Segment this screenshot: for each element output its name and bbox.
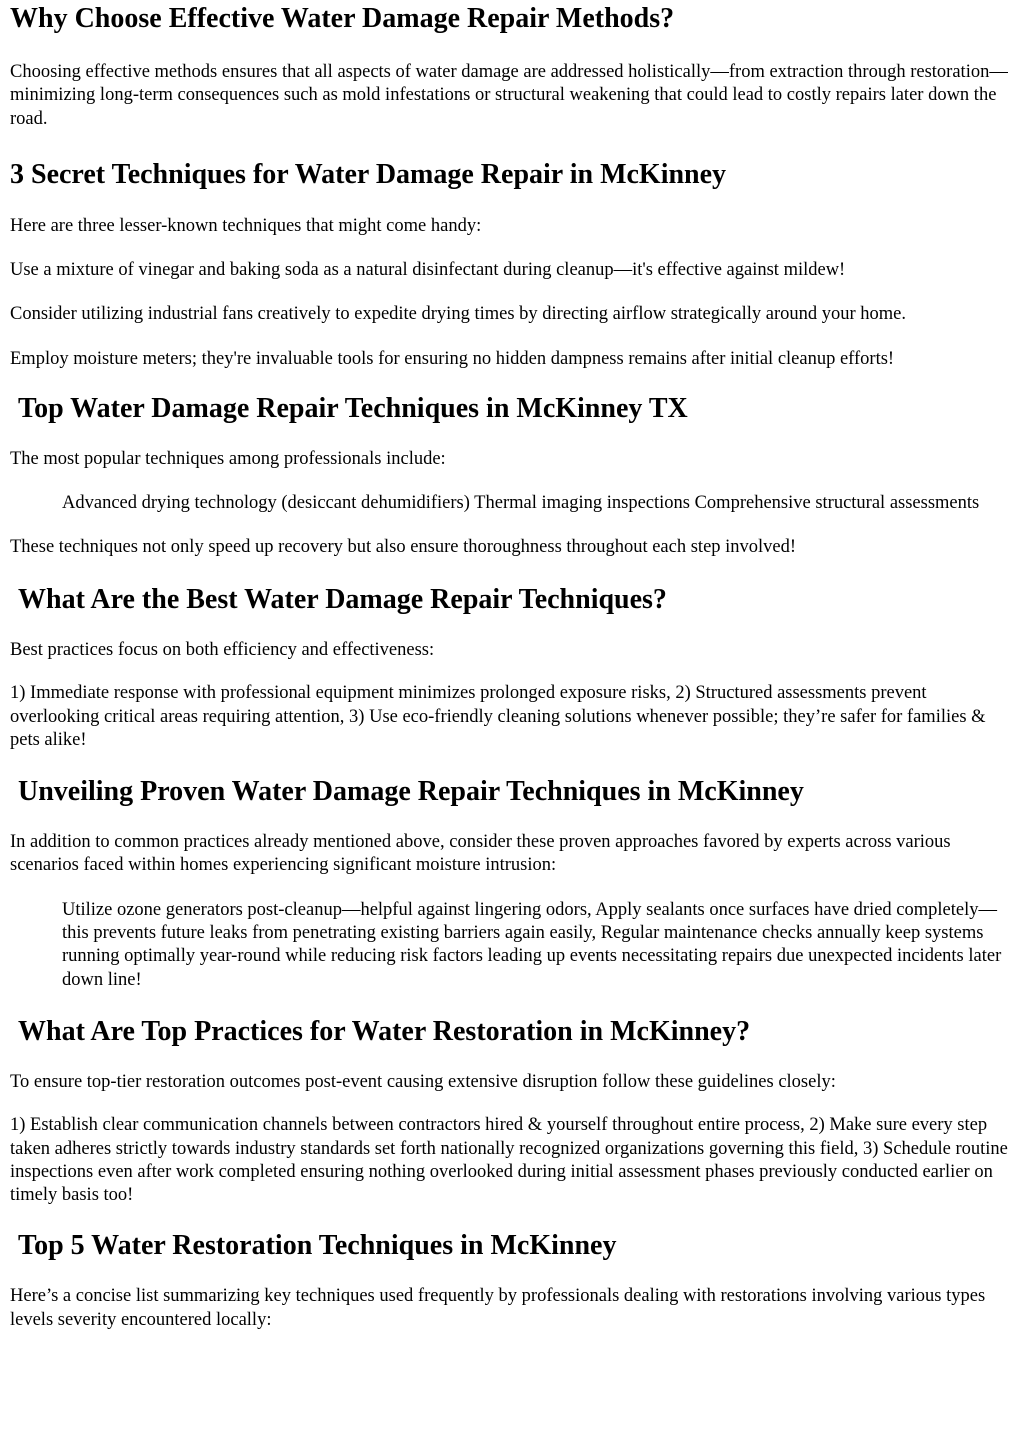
section-paragraph: Choosing effective methods ensures that all aspects of water damage are addressed holistically—from extraction through restoration—minimizing long-term consequences such as mold infestations or structural weakening that could lead to costly repairs later down the road. (10, 62, 1008, 129)
section-paragraph: Best practices focus on both efficiency and effectiveness: (10, 639, 435, 660)
section-quote: Advanced drying technology (desiccant dehumidifiers) Thermal imaging inspections Comprehensive structural assessments (62, 493, 980, 514)
section-paragraph: Employ moisture meters; they're invaluable tools for ensuring no hidden dampness remains after initial cleanup efforts! (10, 348, 895, 369)
section-paragraph: 1) Immediate response with professional equipment minimizes prolonged exposure risks, 2) Structured assessments prevent overlooking critical areas requiring attention, 3) Use eco-friendly cleaning solutions whenever possible; they’re safer for families & pets alike! (10, 683, 986, 750)
section-heading-top-techniques-tx: Top Water Damage Repair Techniques in McKinney TX (18, 393, 688, 425)
section-paragraph: Here are three lesser-known techniques that might come handy: (10, 215, 482, 236)
section-paragraph: Here’s a concise list summarizing key techniques used frequently by professionals dealing with restorations involving various types levels severity encountered locally: (10, 1286, 986, 1330)
section-paragraph: These techniques not only speed up recovery but also ensure thoroughness throughout each step involved! (10, 536, 797, 557)
section-quote: Utilize ozone generators post-cleanup—helpful against lingering odors, Apply sealants once surfaces have dried completely—this prevents future leaks from penetrating existing barriers again easily, Regular maintenance checks annually keep systems running optimally year-round while reducing risk factors leading up events necessitating repairs due unexpected incidents later down line! (62, 899, 1002, 990)
section-heading-proven-techniques: Unveiling Proven Water Damage Repair Techniques in McKinney (18, 776, 804, 808)
section-paragraph: The most popular techniques among professionals include: (10, 449, 446, 470)
section-heading-secret-techniques: 3 Secret Techniques for Water Damage Repair in McKinney (10, 158, 727, 190)
section-paragraph: Use a mixture of vinegar and baking soda as a natural disinfectant during cleanup—it's effective against mildew! (10, 260, 846, 281)
section-heading-why-choose: Why Choose Effective Water Damage Repair Methods? (10, 3, 675, 34)
section-heading-top-practices: What Are Top Practices for Water Restoration in McKinney? (18, 1015, 751, 1047)
section-heading-top-5-techniques: Top 5 Water Restoration Techniques in McKinney (18, 1230, 617, 1262)
section-paragraph: To ensure top-tier restoration outcomes post-event causing extensive disruption follow these guidelines closely: (10, 1071, 836, 1092)
section-paragraph: In addition to common practices already mentioned above, consider these proven approaches favored by experts across various scenarios faced within homes experiencing significant moisture intrusion: (10, 832, 951, 876)
section-paragraph: 1) Establish clear communication channels between contractors hired & yourself throughout entire process, 2) Make sure every step taken adheres strictly towards industry standards set forth nationally recognized organizations governing this field, 3) Schedule routine inspections even after work completed ensuring nothing overlooked during initial assessment phases previously conducted earlier on timely basis too! (10, 1115, 1008, 1206)
section-paragraph: Consider utilizing industrial fans creatively to expedite drying times by directing airflow strategically around your home. (10, 304, 906, 325)
article (0, 3, 1024, 1332)
section-heading-best-techniques: What Are the Best Water Damage Repair Techniques? (18, 583, 667, 615)
